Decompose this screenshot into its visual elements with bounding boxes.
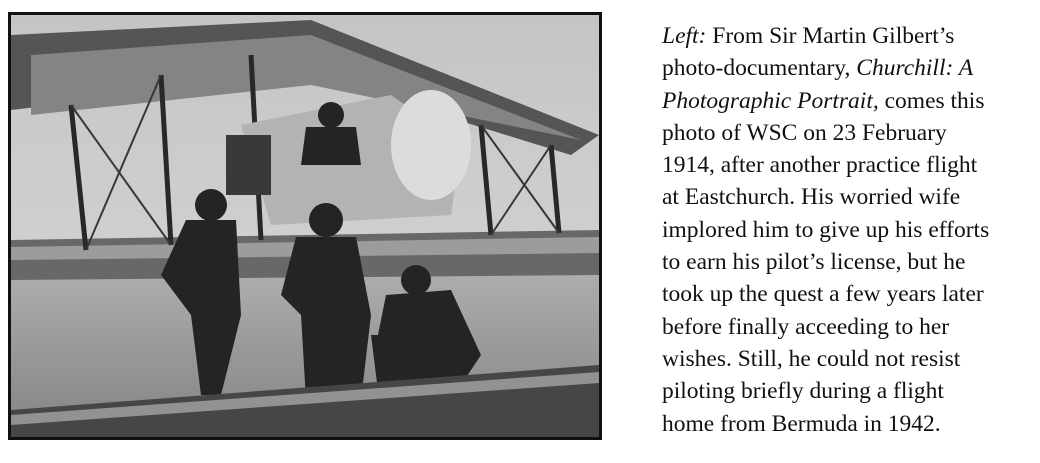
biplane-photo-illustration: [11, 15, 599, 437]
caption-line: before finally acceeding to her: [662, 313, 950, 340]
caption-line: wishes. Still, he could not resist: [662, 345, 961, 372]
caption-line: Left: From Sir Martin Gilbert’s: [662, 23, 955, 49]
caption-line: photo of WSC on 23 February: [662, 119, 947, 146]
photo-caption: [662, 20, 1038, 440]
caption-line: to earn his pilot’s license, but he: [662, 249, 966, 276]
caption-line: 1914, after another practice flight: [662, 152, 978, 179]
caption-line: at Eastchurch. His worried wife: [662, 184, 961, 211]
caption-line: implored him to give up his efforts: [662, 216, 990, 243]
caption-line: home from Bermuda in 1942.: [662, 410, 941, 437]
caption-line: photo-documentary, Churchill: A: [662, 55, 974, 82]
caption-line: Photographic Portrait, comes this: [662, 87, 985, 114]
caption-line: took up the quest a few years later: [662, 281, 984, 308]
caption-italic: Churchill: A: [856, 55, 974, 82]
caption-line: piloting briefly during a flight: [662, 378, 944, 405]
historical-photo: [8, 12, 602, 440]
caption-italic: Left:: [662, 23, 707, 49]
caption-italic: Photographic Portrait,: [662, 87, 879, 114]
